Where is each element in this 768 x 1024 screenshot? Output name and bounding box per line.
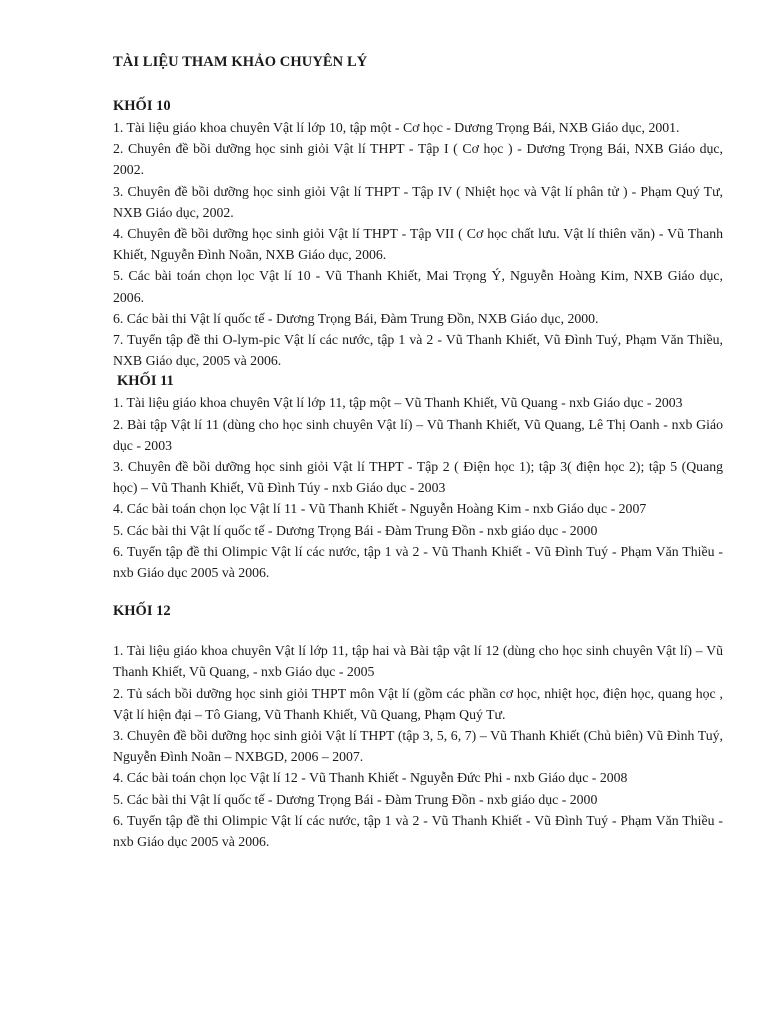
reference-item: 1. Tài liệu giáo khoa chuyên Vật lí lớp 11, tập hai và Bài tập vật lí 12 (dùng cho học sinh chuyên Vật lí) – Vũ Thanh Khiết, Vũ Quang, - nxb Giáo dục - 2005 bbox=[113, 643, 723, 680]
reference-list bbox=[113, 640, 723, 852]
section-khoi-12 bbox=[113, 601, 723, 852]
reference-item: 4. Các bài toán chọn lọc Vật lí 11 - Vũ Thanh Khiết - Nguyễn Hoàng Kim - nxb Giáo dục - 2007 bbox=[113, 501, 647, 517]
reference-item: 2. Chuyên đề bồi dưỡng học sinh giỏi Vật lí THPT - Tập I ( Cơ học ) - Dương Trọng Bái, NXB Giáo dục, 2002. bbox=[113, 141, 723, 178]
reference-item: 6. Tuyển tập đề thi Olimpic Vật lí các nước, tập 1 và 2 - Vũ Thanh Khiết - Vũ Đình Tuý - Phạm Văn Thiều - nxb Giáo dục 2005 và 2006. bbox=[113, 812, 723, 850]
reference-item: 3. Chuyên đề bồi dưỡng học sinh giỏi Vật lí THPT (tập 3, 5, 6, 7) – Vũ Thanh Khiết (Chủ biên) Vũ Đình Tuý, Nguyễn Đình Noãn – NXBGD, 2006 – 2007. bbox=[113, 728, 723, 765]
document-page bbox=[113, 52, 723, 852]
reference-item: 7. Tuyển tập đề thi O-lym-pic Vật lí các nước, tập 1 và 2 - Vũ Thanh Khiết, Vũ Đình Tuý, Phạm Văn Thiều, NXB Giáo dục, 2005 và 2006. bbox=[113, 332, 723, 369]
reference-item: 5. Các bài thi Vật lí quốc tế - Dương Trọng Bái - Đàm Trung Đồn - nxb giáo dục - 2000 bbox=[113, 791, 598, 807]
reference-item: 2. Bài tập Vật lí 11 (dùng cho học sinh chuyên Vật lí) – Vũ Thanh Khiết, Vũ Quang, Lê Thị Oanh - nxb Giáo dục - 2003 bbox=[113, 416, 723, 453]
reference-item: 2. Tủ sách bồi dưỡng học sinh giỏi THPT môn Vật lí (gồm các phần cơ học, nhiệt học, điện học, quang học , Vật lí hiện đại – Tô Giang, Vũ Thanh Khiết, Vũ Quang, Phạm Quý Tư. bbox=[113, 685, 723, 722]
section-heading: KHỐI 12 bbox=[113, 603, 171, 620]
reference-item: 5. Các bài thi Vật lí quốc tế - Dương Trọng Bái - Đàm Trung Đồn - nxb giáo dục - 2000 bbox=[113, 522, 598, 538]
reference-item: 1. Tài liệu giáo khoa chuyên Vật lí lớp 10, tập một - Cơ học - Dương Trọng Bái, NXB Giáo dục, 2001. bbox=[113, 120, 680, 135]
reference-item: 5. Các bài toán chọn lọc Vật lí 10 - Vũ Thanh Khiết, Mai Trọng Ý, Nguyễn Hoàng Kim, NXB Giáo dục, 2006. bbox=[113, 268, 723, 305]
section-khoi-11 bbox=[113, 371, 723, 583]
reference-item: 4. Các bài toán chọn lọc Vật lí 12 - Vũ Thanh Khiết - Nguyễn Đức Phi - nxb Giáo dục - 2008 bbox=[113, 770, 628, 786]
reference-item: 3. Chuyên đề bồi dưỡng học sinh giỏi Vật lí THPT - Tập 2 ( Điện học 1); tập 3( điện học 2); tập 5 (Quang học) – Vũ Thanh Khiết, Vũ Đình Túy - nxb Giáo dục - 2003 bbox=[113, 459, 723, 496]
section-heading: KHỐI 10 bbox=[113, 98, 171, 114]
reference-item: 1. Tài liệu giáo khoa chuyên Vật lí lớp 11, tập một – Vũ Thanh Khiết, Vũ Quang - nxb Giáo dục - 2003 bbox=[113, 395, 683, 411]
reference-item: 3. Chuyên đề bồi dưỡng học sinh giỏi Vật lí THPT - Tập IV ( Nhiệt học và Vật lí phân tử ) - Phạm Quý Tư, NXB Giáo dục, 2002. bbox=[113, 183, 723, 220]
section-khoi-10 bbox=[113, 96, 723, 371]
reference-item: 6. Tuyển tập đề thi Olimpic Vật lí các nước, tập 1 và 2 - Vũ Thanh Khiết - Vũ Đình Tuý - Phạm Văn Thiều - nxb Giáo dục 2005 và 2006. bbox=[113, 543, 723, 581]
section-heading: KHỐI 11 bbox=[117, 373, 174, 390]
spacer bbox=[113, 622, 723, 640]
document-title: TÀI LIỆU THAM KHẢO CHUYÊN LÝ bbox=[113, 54, 368, 70]
reference-list bbox=[113, 392, 723, 583]
reference-list bbox=[113, 117, 723, 371]
reference-item: 6. Các bài thi Vật lí quốc tế - Dương Trọng Bái, Đàm Trung Đồn, NXB Giáo dục, 2000. bbox=[113, 310, 599, 326]
reference-item: 4. Chuyên đề bồi dưỡng học sinh giỏi Vật lí THPT - Tập VII ( Cơ học chất lưu. Vật lí thiên văn) - Vũ Thanh Khiết, Nguyễn Đình Noãn, NXB Giáo dục, 2006. bbox=[113, 226, 723, 263]
